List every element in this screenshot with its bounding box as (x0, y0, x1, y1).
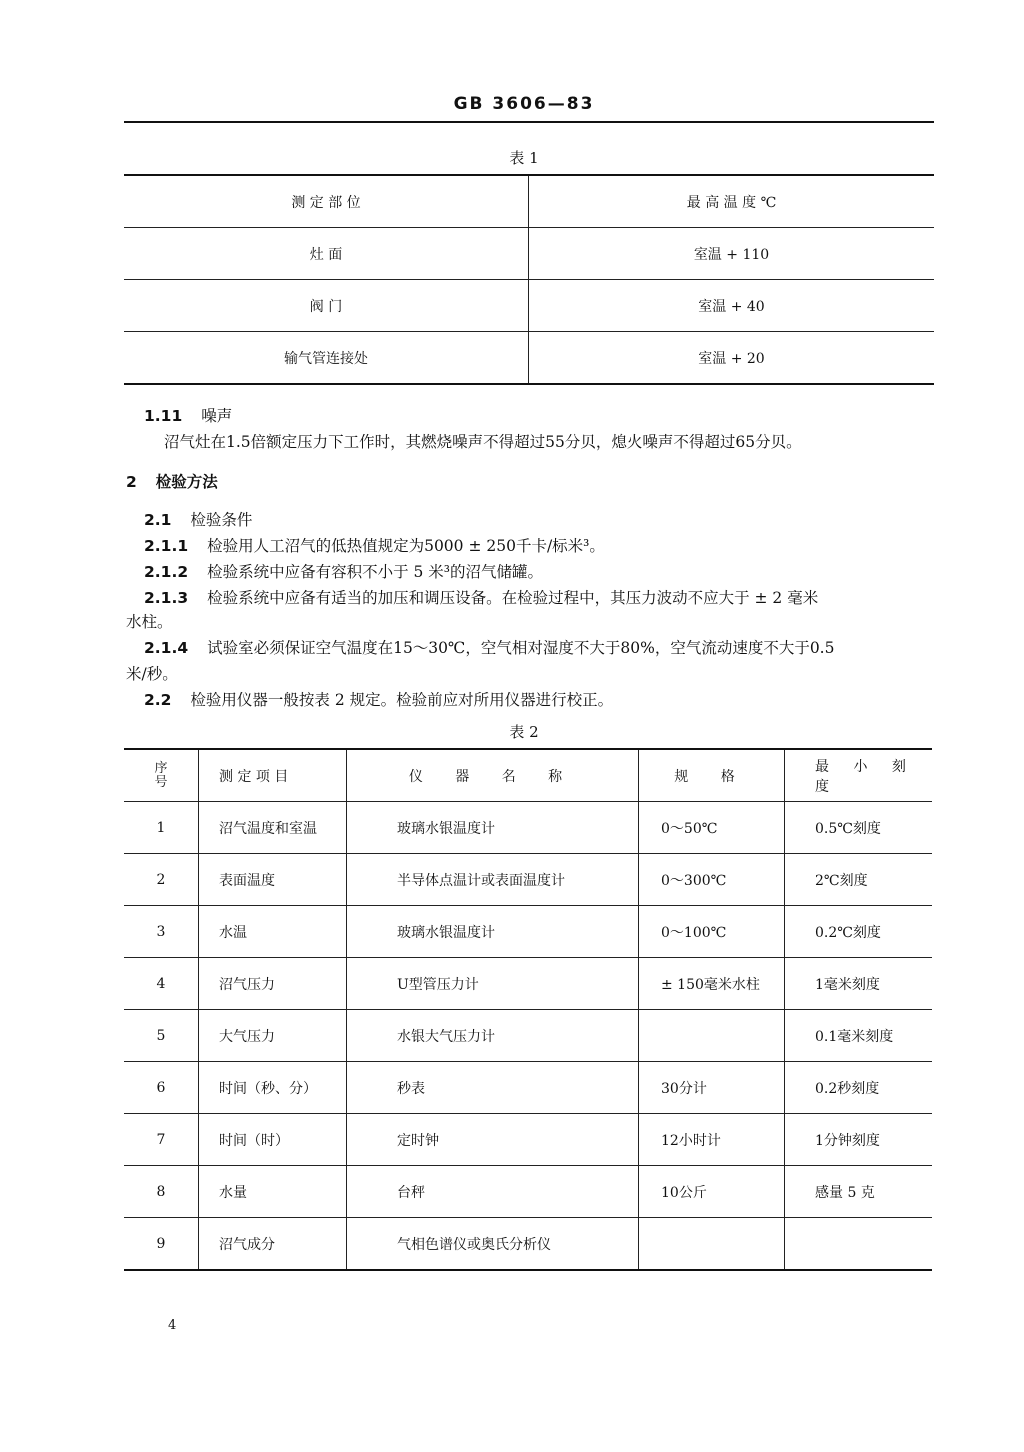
section-number: 2.1 (144, 511, 172, 529)
table2-cell: 0.2℃刻度 (785, 906, 933, 958)
table2-cell (639, 1010, 785, 1062)
item-2-1-3 (144, 586, 818, 608)
table2-cell (785, 1218, 933, 1271)
table2-header-spec: 规 格 (639, 749, 785, 802)
table-row (124, 1218, 932, 1271)
table-row (124, 280, 934, 332)
table-row (124, 854, 932, 906)
table1 (124, 174, 934, 385)
table1-header-row (124, 175, 934, 228)
table2-header-row (124, 749, 932, 802)
table2-cell: 时间（秒、分） (199, 1062, 347, 1114)
table2-header-item: 测 定 项 目 (199, 749, 347, 802)
table2-cell: 水银大气压力计 (347, 1010, 639, 1062)
table2-cell: 30分计 (639, 1062, 785, 1114)
table-row (124, 958, 932, 1010)
section-text: 检验用仪器一般按表 2 规定。检验前应对所用仪器进行校正。 (190, 691, 614, 709)
table2-cell: 台秤 (347, 1166, 639, 1218)
table2-cell: 半导体点温计或表面温度计 (347, 854, 639, 906)
table-row (124, 906, 932, 958)
section-1-11-text: 沼气灶在1.5倍额定压力下工作时，其燃烧噪声不得超过55分贝，熄火噪声不得超过65分贝。 (164, 433, 802, 451)
table2-cell: 0～50℃ (639, 802, 785, 854)
item-text: 检验用人工沼气的低热值规定为5000 ± 250千卡/标米³。 (207, 537, 605, 555)
section-number: 2.2 (144, 691, 172, 709)
table2-cell (639, 1218, 785, 1271)
item-text: 检验系统中应备有适当的加压和调压设备。在检验过程中，其压力波动不应大于 ± 2 毫米 (207, 589, 819, 607)
item-number: 2.1.3 (144, 589, 189, 607)
table2-cell: 定时钟 (347, 1114, 639, 1166)
section-title: 检验条件 (190, 511, 253, 529)
header-rule (124, 121, 934, 123)
table2-cell: 沼气温度和室温 (199, 802, 347, 854)
item-number: 2.1.4 (144, 639, 189, 657)
item-2-1-4-continued: 米/秒。 (126, 665, 178, 683)
table2-cell: 玻璃水银温度计 (347, 802, 639, 854)
table1-caption: 表 1 (509, 149, 539, 167)
table2-cell: 3 (124, 906, 199, 958)
document-code: GB 3606—83 (453, 94, 595, 114)
table2-cell: 1分钟刻度 (785, 1114, 933, 1166)
section-1-11-heading (144, 404, 232, 426)
table2-cell: 气相色谱仪或奥氏分析仪 (347, 1218, 639, 1271)
table-row (124, 1062, 932, 1114)
table2-cell: 水量 (199, 1166, 347, 1218)
table-row (124, 332, 934, 385)
table2-cell: 沼气成分 (199, 1218, 347, 1271)
table2-cell: 0.1毫米刻度 (785, 1010, 933, 1062)
section-number: 1.11 (144, 407, 183, 425)
table1-header-max-temp: 最 高 温 度 ℃ (529, 175, 935, 228)
table2-caption: 表 2 (509, 723, 539, 741)
table1-cell: 室温 + 20 (698, 350, 765, 367)
table2-cell: 8 (124, 1166, 199, 1218)
item-2-1-3-continued: 水柱。 (126, 613, 173, 631)
table-row (124, 1166, 932, 1218)
table2-cell: 感量 5 克 (785, 1166, 933, 1218)
table2-cell: 时间（时） (199, 1114, 347, 1166)
table2-cell: 大气压力 (199, 1010, 347, 1062)
item-2-1-2 (144, 560, 543, 582)
table2-cell: 玻璃水银温度计 (347, 906, 639, 958)
item-2-1-1 (144, 534, 605, 556)
item-text: 检验系统中应备有容积不小于 5 米³的沼气储罐。 (207, 563, 544, 581)
table1-cell: 室温 + 110 (529, 228, 935, 280)
table-row (124, 1114, 932, 1166)
section-number: 2 (126, 473, 137, 491)
item-2-1-4 (144, 636, 834, 658)
table1-cell: 阀 门 (124, 280, 529, 332)
table1-cell: 灶 面 (124, 228, 529, 280)
table2-cell: 5 (124, 1010, 199, 1062)
item-number: 2.1.1 (144, 537, 189, 555)
table2-header-seq: 序号 (124, 749, 199, 802)
table2-cell: ± 150毫米水柱 (639, 958, 785, 1010)
table-row (124, 1010, 932, 1062)
section-title: 噪声 (201, 407, 233, 425)
section-2-1-heading (144, 508, 252, 530)
table2-cell: 2 (124, 854, 199, 906)
table2-cell: 0.5℃刻度 (785, 802, 933, 854)
table2-header-min-scale: 最 小 刻 度 (785, 749, 933, 802)
table2-cell: 0～100℃ (639, 906, 785, 958)
table2 (124, 748, 932, 1271)
table2-cell: 1 (124, 802, 199, 854)
table2-cell: U型管压力计 (347, 958, 639, 1010)
table2-cell: 0～300℃ (639, 854, 785, 906)
section-title: 检验方法 (155, 473, 218, 491)
table2-cell: 沼气压力 (199, 958, 347, 1010)
section-2-2 (144, 688, 613, 710)
table2-cell: 4 (124, 958, 199, 1010)
table2-cell: 12小时计 (639, 1114, 785, 1166)
section-2-heading (126, 470, 218, 492)
table1-cell: 输气管连接处 (124, 332, 529, 385)
table2-cell: 表面温度 (199, 854, 347, 906)
table2-cell: 2℃刻度 (785, 854, 933, 906)
table2-cell: 6 (124, 1062, 199, 1114)
table-row (124, 228, 934, 280)
table1-header-location: 测 定 部 位 (124, 175, 529, 228)
item-text: 试验室必须保证空气温度在15～30℃，空气相对湿度不大于80%，空气流动速度不大于0.5 (207, 639, 835, 657)
table2-cell: 0.2秒刻度 (785, 1062, 933, 1114)
table2-cell: 10公斤 (639, 1166, 785, 1218)
table2-cell: 水温 (199, 906, 347, 958)
table2-cell: 秒表 (347, 1062, 639, 1114)
table-row (124, 802, 932, 854)
table2-cell: 7 (124, 1114, 199, 1166)
table1-cell: 室温 + 40 (529, 280, 935, 332)
item-number: 2.1.2 (144, 563, 189, 581)
table2-cell: 1毫米刻度 (785, 958, 933, 1010)
table2-cell: 9 (124, 1218, 199, 1271)
page-number: 4 (168, 1318, 177, 1333)
table2-header-instrument: 仪 器 名 称 (347, 749, 639, 802)
